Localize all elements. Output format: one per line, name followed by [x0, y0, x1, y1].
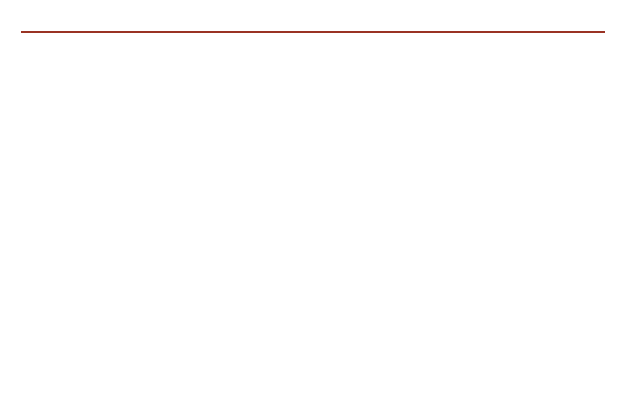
notes-column-left [21, 36, 209, 404]
page-footer [21, 404, 605, 414]
header-rule [21, 31, 605, 33]
notes-column-right [417, 36, 605, 404]
notes-columns [21, 36, 605, 404]
page-header [0, 0, 626, 30]
notes-column-middle [219, 36, 407, 404]
